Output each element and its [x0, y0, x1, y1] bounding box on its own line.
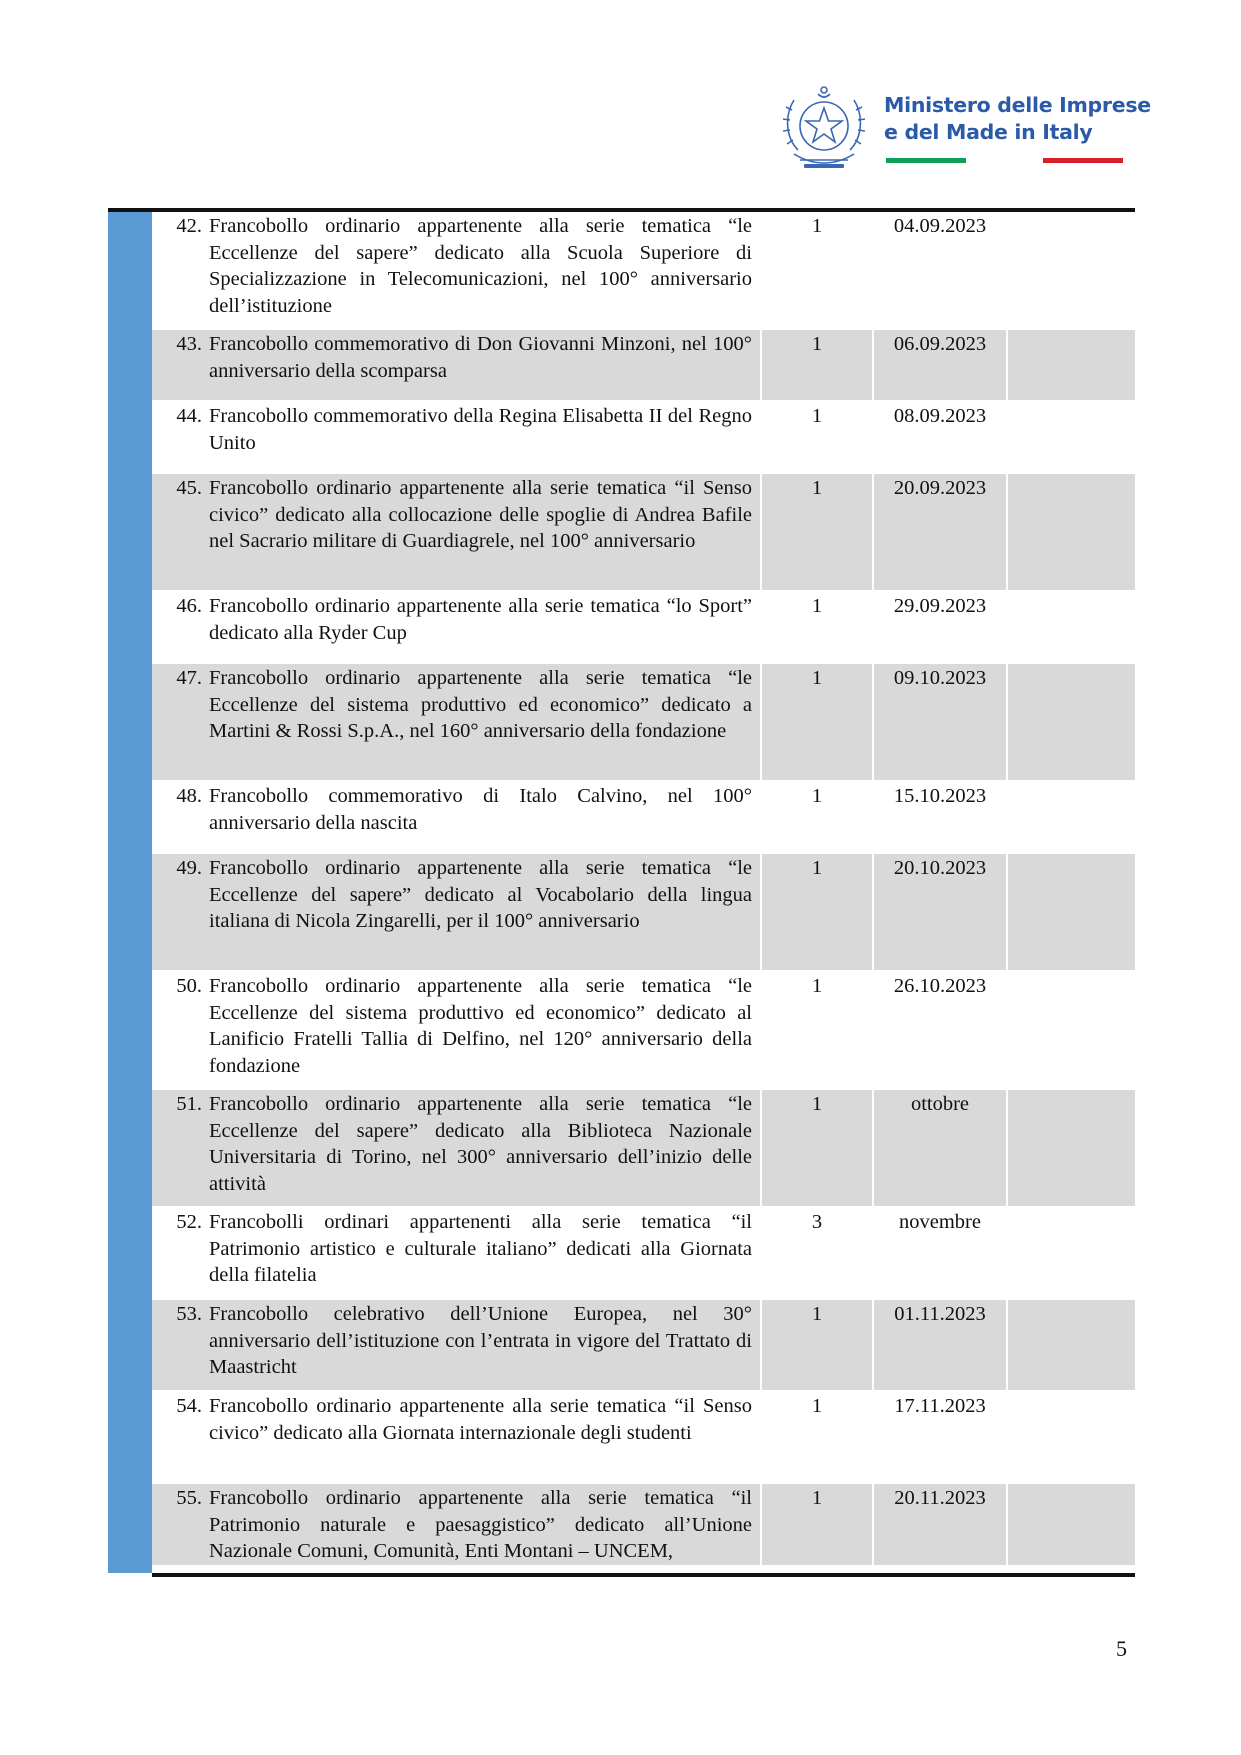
- row-empty-cell: [1006, 592, 1135, 664]
- row-quantity: 1: [760, 592, 872, 664]
- row-quantity: 1: [760, 474, 872, 592]
- row-quantity: 1: [760, 212, 872, 330]
- row-number: 52.: [176, 1211, 202, 1233]
- row-quantity: 1: [760, 1300, 872, 1392]
- row-issue-date: 08.09.2023: [872, 402, 1006, 474]
- left-blue-strip: [108, 209, 152, 1573]
- row-issue-date: 29.09.2023: [872, 592, 1006, 664]
- row-description: Francobollo celebrativo dell’Unione Europea, nel 30° anniversario dell’istituzione con l’entrata in vigore del Trattato di Maastricht: [209, 1303, 752, 1378]
- row-description: Francobollo commemorativo di Italo Calvino, nel 100° anniversario della nascita: [209, 785, 752, 834]
- flag-red-bar: [1043, 158, 1123, 163]
- table-row: [152, 592, 1135, 664]
- row-empty-cell: [1006, 402, 1135, 474]
- row-quantity: 1: [760, 330, 872, 402]
- row-number: 51.: [176, 1093, 202, 1115]
- row-description: Francobollo commemorativo di Don Giovanni Minzoni, nel 100° anniversario della scomparsa: [209, 333, 752, 382]
- row-quantity: 1: [760, 972, 872, 1090]
- row-issue-date: novembre: [872, 1208, 1006, 1300]
- row-quantity: 1: [760, 1392, 872, 1484]
- table-row: [152, 1484, 1135, 1565]
- row-number: 53.: [176, 1303, 202, 1325]
- table-bottom-rule: [152, 1573, 1135, 1577]
- row-empty-cell: [1006, 1090, 1135, 1208]
- row-issue-date: 20.11.2023: [872, 1484, 1006, 1565]
- row-empty-cell: [1006, 1300, 1135, 1392]
- row-issue-date: 20.10.2023: [872, 854, 1006, 972]
- ministry-name: [884, 92, 1151, 146]
- row-number: 45.: [176, 477, 202, 499]
- ministry-name-line-2: e del Made in Italy: [884, 120, 1093, 144]
- row-number: 46.: [176, 595, 202, 617]
- row-quantity: 1: [760, 782, 872, 854]
- row-description: Francobollo ordinario appartenente alla serie tematica “lo Sport” dedicato alla Ryder Cup: [209, 595, 752, 644]
- row-description: Francobollo commemorativo della Regina Elisabetta II del Regno Unito: [209, 405, 752, 454]
- row-issue-date: 01.11.2023: [872, 1300, 1006, 1392]
- table-row: [152, 972, 1135, 1090]
- table-row: [152, 330, 1135, 402]
- table-row: [152, 782, 1135, 854]
- italian-republic-emblem-icon: [778, 80, 870, 176]
- row-quantity: 1: [760, 1090, 872, 1208]
- table-row: [152, 1300, 1135, 1392]
- row-issue-date: 06.09.2023: [872, 330, 1006, 402]
- ministry-name-line-1: Ministero delle Imprese: [884, 93, 1151, 117]
- row-issue-date: ottobre: [872, 1090, 1006, 1208]
- row-issue-date: 15.10.2023: [872, 782, 1006, 854]
- row-number: 54.: [176, 1395, 202, 1417]
- row-number: 44.: [176, 405, 202, 427]
- table-row: [152, 1208, 1135, 1300]
- row-empty-cell: [1006, 1208, 1135, 1300]
- row-empty-cell: [1006, 474, 1135, 592]
- flag-green-bar: [886, 158, 966, 163]
- row-issue-date: 17.11.2023: [872, 1392, 1006, 1484]
- stamp-issues-table: [152, 212, 1135, 1565]
- row-number: 47.: [176, 667, 202, 689]
- row-quantity: 1: [760, 402, 872, 474]
- row-issue-date: 09.10.2023: [872, 664, 1006, 782]
- row-number: 42.: [176, 215, 202, 237]
- row-number: 49.: [176, 857, 202, 879]
- row-description: Francobollo ordinario appartenente alla serie tematica “le Eccellenze del sistema produttivo ed economico” dedicato a Martini & Rossi S.p.A., nel 160° anniversario della fondazione: [209, 667, 752, 742]
- row-number: 43.: [176, 333, 202, 355]
- row-empty-cell: [1006, 972, 1135, 1090]
- table-row: [152, 212, 1135, 330]
- table-row: [152, 1090, 1135, 1208]
- row-empty-cell: [1006, 854, 1135, 972]
- row-issue-date: 20.09.2023: [872, 474, 1006, 592]
- row-issue-date: 04.09.2023: [872, 212, 1006, 330]
- row-empty-cell: [1006, 212, 1135, 330]
- table-row: [152, 664, 1135, 782]
- row-empty-cell: [1006, 330, 1135, 402]
- table-row: [152, 474, 1135, 592]
- row-description: Francobollo ordinario appartenente alla serie tematica “le Eccellenze del sistema produttivo ed economico” dedicato al Lanificio Fratelli Tallia di Delfino, nel 120° anniversario della fondazione: [209, 975, 752, 1077]
- row-description: Francobollo ordinario appartenente alla serie tematica “le Eccellenze del sapere” dedicato alla Scuola Superiore di Specializzazione in Telecomunicazioni, nel 100° anniversario dell’istituzione: [209, 215, 752, 317]
- table-row: [152, 1392, 1135, 1484]
- row-empty-cell: [1006, 664, 1135, 782]
- row-quantity: 1: [760, 664, 872, 782]
- row-description: Francobollo ordinario appartenente alla serie tematica “le Eccellenze del sapere” dedicato al Vocabolario della lingua italiana di Nicola Zingarelli, per il 100° anniversario: [209, 857, 752, 932]
- row-description: Francobollo ordinario appartenente alla serie tematica “il Senso civico” dedicato alla collocazione delle spoglie di Andrea Bafile nel Sacrario militare di Guardiagrele, nel 100° anniversario: [209, 477, 752, 552]
- row-description: Francobollo ordinario appartenente alla serie tematica “il Senso civico” dedicato alla Giornata internazionale degli studenti: [209, 1395, 752, 1444]
- row-empty-cell: [1006, 782, 1135, 854]
- row-quantity: 1: [760, 1484, 872, 1565]
- table-row: [152, 854, 1135, 972]
- row-description: Francobolli ordinari appartenenti alla serie tematica “il Patrimonio artistico e culturale italiano” dedicati alla Giornata della filatelia: [209, 1211, 752, 1286]
- table-row: [152, 402, 1135, 474]
- row-quantity: 3: [760, 1208, 872, 1300]
- row-number: 50.: [176, 975, 202, 997]
- row-description: Francobollo ordinario appartenente alla serie tematica “il Patrimonio naturale e paesaggistico” dedicato all’Unione Nazionale Comuni, Comunità, Enti Montani – UNCEM,: [209, 1487, 752, 1562]
- row-empty-cell: [1006, 1392, 1135, 1484]
- row-quantity: 1: [760, 854, 872, 972]
- row-empty-cell: [1006, 1484, 1135, 1565]
- row-description: Francobollo ordinario appartenente alla serie tematica “le Eccellenze del sapere” dedicato alla Biblioteca Nazionale Universitaria di Torino, nel 300° anniversario dell’inizio delle attività: [209, 1093, 752, 1195]
- row-issue-date: 26.10.2023: [872, 972, 1006, 1090]
- row-number: 48.: [176, 785, 202, 807]
- row-number: 55.: [176, 1487, 202, 1509]
- page-number: 5: [1116, 1636, 1127, 1661]
